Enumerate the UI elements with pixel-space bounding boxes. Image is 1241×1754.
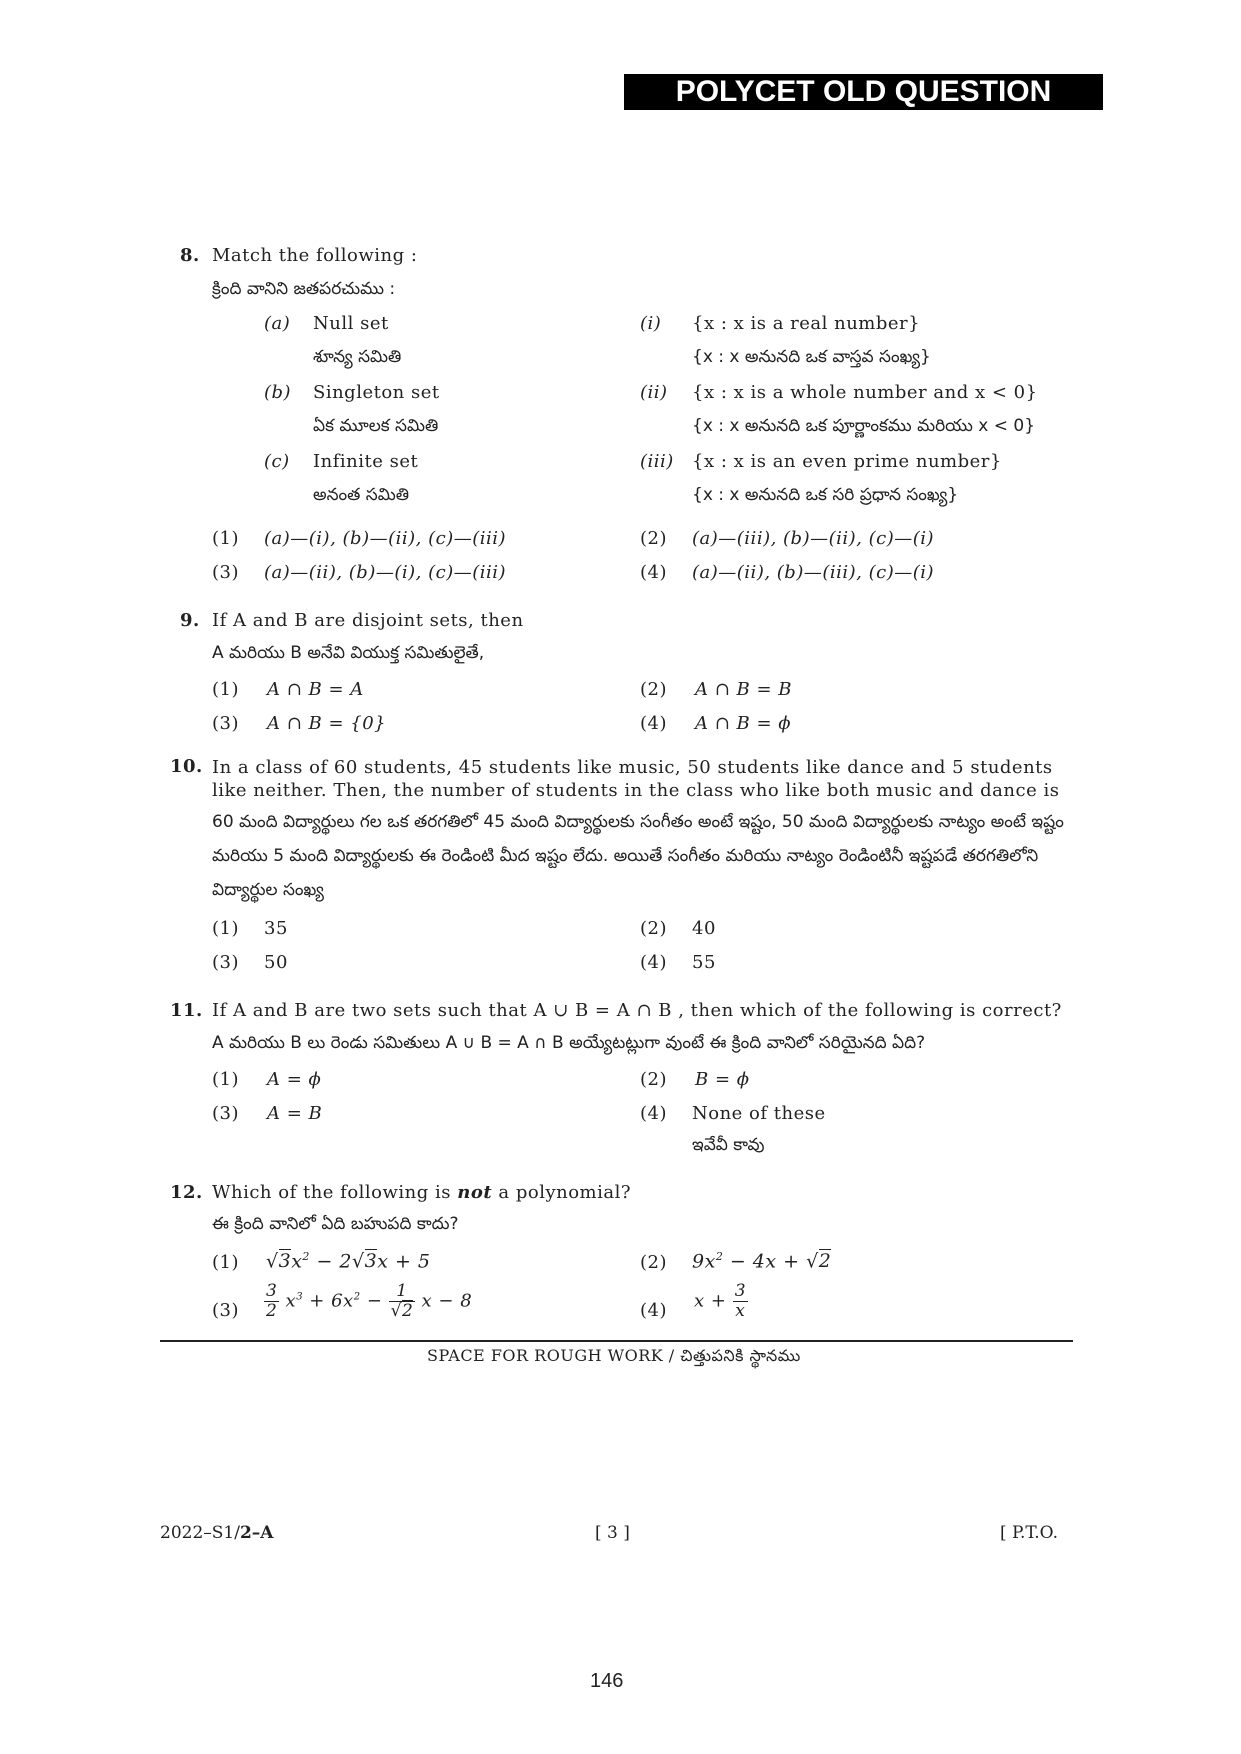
- list-item: Singleton set: [313, 382, 440, 403]
- list-tag: (c): [264, 451, 290, 472]
- option-number: (3): [212, 952, 239, 973]
- option-number: (1): [212, 1252, 239, 1273]
- list-item: {x : x is a real number}: [692, 313, 921, 334]
- list-item-telugu: ఏక మూలక సమితి: [313, 416, 439, 436]
- option-number: (3): [212, 562, 239, 583]
- question-text-telugu: ఈ క్రింది వానిలో ఏది బహుపది కాదు?: [212, 1214, 459, 1234]
- pto-label: [ P.T.O.: [1000, 1523, 1059, 1543]
- option-number: (2): [640, 918, 667, 939]
- option-number: (4): [640, 713, 667, 734]
- list-item-telugu: {x : x అనునది ఒక సరి ప్రధాన సంఖ్య}: [692, 485, 959, 505]
- page-indicator: [ 3 ]: [595, 1523, 630, 1543]
- list-tag: (iii): [640, 451, 674, 472]
- list-item-telugu: అనంత సమితి: [313, 485, 409, 505]
- list-tag: (ii): [640, 382, 668, 403]
- list-item-telugu: శూన్య సమితి: [313, 347, 402, 367]
- question-text: If A and B are disjoint sets, then: [212, 610, 524, 631]
- option-text: 50: [264, 952, 288, 973]
- option-text: (a)—(ii), (b)—(i), (c)—(iii): [264, 562, 507, 583]
- divider-line: [160, 1340, 1073, 1342]
- option-number: (2): [640, 1252, 667, 1273]
- option-text-telugu: ఇవేవీ కావు: [692, 1135, 765, 1155]
- question-text-telugu: క్రింది వానిని జతపరచుము :: [212, 279, 396, 299]
- option-text: (a)—(i), (b)—(ii), (c)—(iii): [264, 528, 507, 549]
- rough-work-label: SPACE FOR ROUGH WORK / చిత్తుపనికి స్థానము: [427, 1346, 801, 1365]
- option-text: A ∩ B = A: [267, 679, 364, 700]
- question-text-telugu: A మరియు B లు రెండు సమితులు A ∪ B = A ∩ B అయ్యేటట్లుగా వుంటే ఈ క్రింది వానిలో సరియైనది ఏది?: [212, 1033, 926, 1053]
- option-number: (4): [640, 952, 667, 973]
- option-number: (3): [212, 713, 239, 734]
- question-number: 9.: [180, 610, 200, 631]
- option-text: A ∩ B = ϕ: [695, 713, 792, 734]
- list-tag: (i): [640, 313, 662, 334]
- question-text: If A and B are two sets such that A ∪ B = A ∩ B , then which of the following is correct?: [212, 1000, 1062, 1021]
- option-text: A ∩ B = B: [695, 679, 793, 700]
- question-number: 11.: [170, 1000, 203, 1021]
- option-number: (1): [212, 679, 239, 700]
- option-number: (4): [640, 562, 667, 583]
- option-text: A = B: [267, 1103, 323, 1124]
- list-item: Infinite set: [313, 451, 419, 472]
- option-math: x + $\frac{3}{x}$: [694, 1281, 747, 1321]
- header-banner: POLYCET OLD QUESTION PAPER: [624, 74, 1103, 110]
- question-number: 10.: [170, 756, 203, 777]
- list-tag: (a): [264, 313, 291, 334]
- list-item: {x : x is a whole number and x < 0}: [692, 382, 1038, 403]
- question-text: In a class of 60 students, 45 students like music, 50 students like dance and 5 students like neither. Then, the number of students in the class who like both music and dance is: [212, 757, 1060, 801]
- question-text-telugu: A మరియు B అనేవి వియుక్త సమితులైతే,: [212, 643, 485, 663]
- question-number: 12.: [170, 1182, 203, 1203]
- option-number: (2): [640, 679, 667, 700]
- option-math: $\frac{3}{2}$ $x^3 + 6x^2$ − $\frac{1}{√2}$ x − 8: [266, 1281, 473, 1321]
- option-text: A ∩ B = {0}: [267, 713, 387, 734]
- list-item: {x : x is an even prime number}: [692, 451, 1002, 472]
- question-text: Match the following :: [212, 245, 418, 266]
- option-text: A = ϕ: [267, 1069, 322, 1090]
- page-number: 146: [590, 1670, 624, 1692]
- list-item: Null set: [313, 313, 389, 334]
- option-text: (a)—(iii), (b)—(ii), (c)—(i): [692, 528, 935, 549]
- option-number: (2): [640, 1069, 667, 1090]
- option-number: (1): [212, 1069, 239, 1090]
- question-text: Which of the following is not a polynomial?: [212, 1182, 632, 1203]
- option-number: (4): [640, 1103, 667, 1124]
- option-math: $√3x^2 - 2√3x + 5$: [266, 1250, 431, 1273]
- list-item-telugu: {x : x అనునది ఒక పూర్ణాంకము మరియు x < 0}: [692, 416, 1036, 436]
- option-number: (3): [212, 1103, 239, 1124]
- option-math: $9x^2 - 4x + √2$: [692, 1250, 832, 1273]
- option-text: (a)—(ii), (b)—(iii), (c)—(i): [692, 562, 935, 583]
- paper-code: 2022–S1/2–A: [160, 1523, 274, 1543]
- list-item-telugu: {x : x అనునది ఒక వాస్తవ సంఖ్య}: [692, 347, 931, 367]
- option-number: (1): [212, 918, 239, 939]
- option-text: 40: [692, 918, 716, 939]
- option-text: 55: [692, 952, 716, 973]
- question-text-telugu: 60 మంది విద్యార్థులు గల ఒక తరగతిలో 45 మంది విద్యార్థులకు సంగీతం అంటే ఇష్టం, 50 మంది విద్యార్థులకు నాట్యం అంటే ఇష్టం మరియు 5 మంది విద్యార్థులకు ఈ రెండింటి మీద ఇష్టం లేదు. అయితే సంగీతం మరియు నాట్యం రెండింటినీ ఇష్టపడే తరగతిలోని విద్యార్థుల సంఖ్య: [212, 812, 1064, 900]
- option-number: (2): [640, 528, 667, 549]
- option-text: B = ϕ: [695, 1069, 750, 1090]
- option-number: (4): [640, 1300, 667, 1321]
- list-tag: (b): [264, 382, 292, 403]
- question-number: 8.: [180, 245, 200, 266]
- option-number: (3): [212, 1300, 239, 1321]
- option-number: (1): [212, 528, 239, 549]
- option-text: None of these: [692, 1103, 826, 1124]
- option-text: 35: [264, 918, 288, 939]
